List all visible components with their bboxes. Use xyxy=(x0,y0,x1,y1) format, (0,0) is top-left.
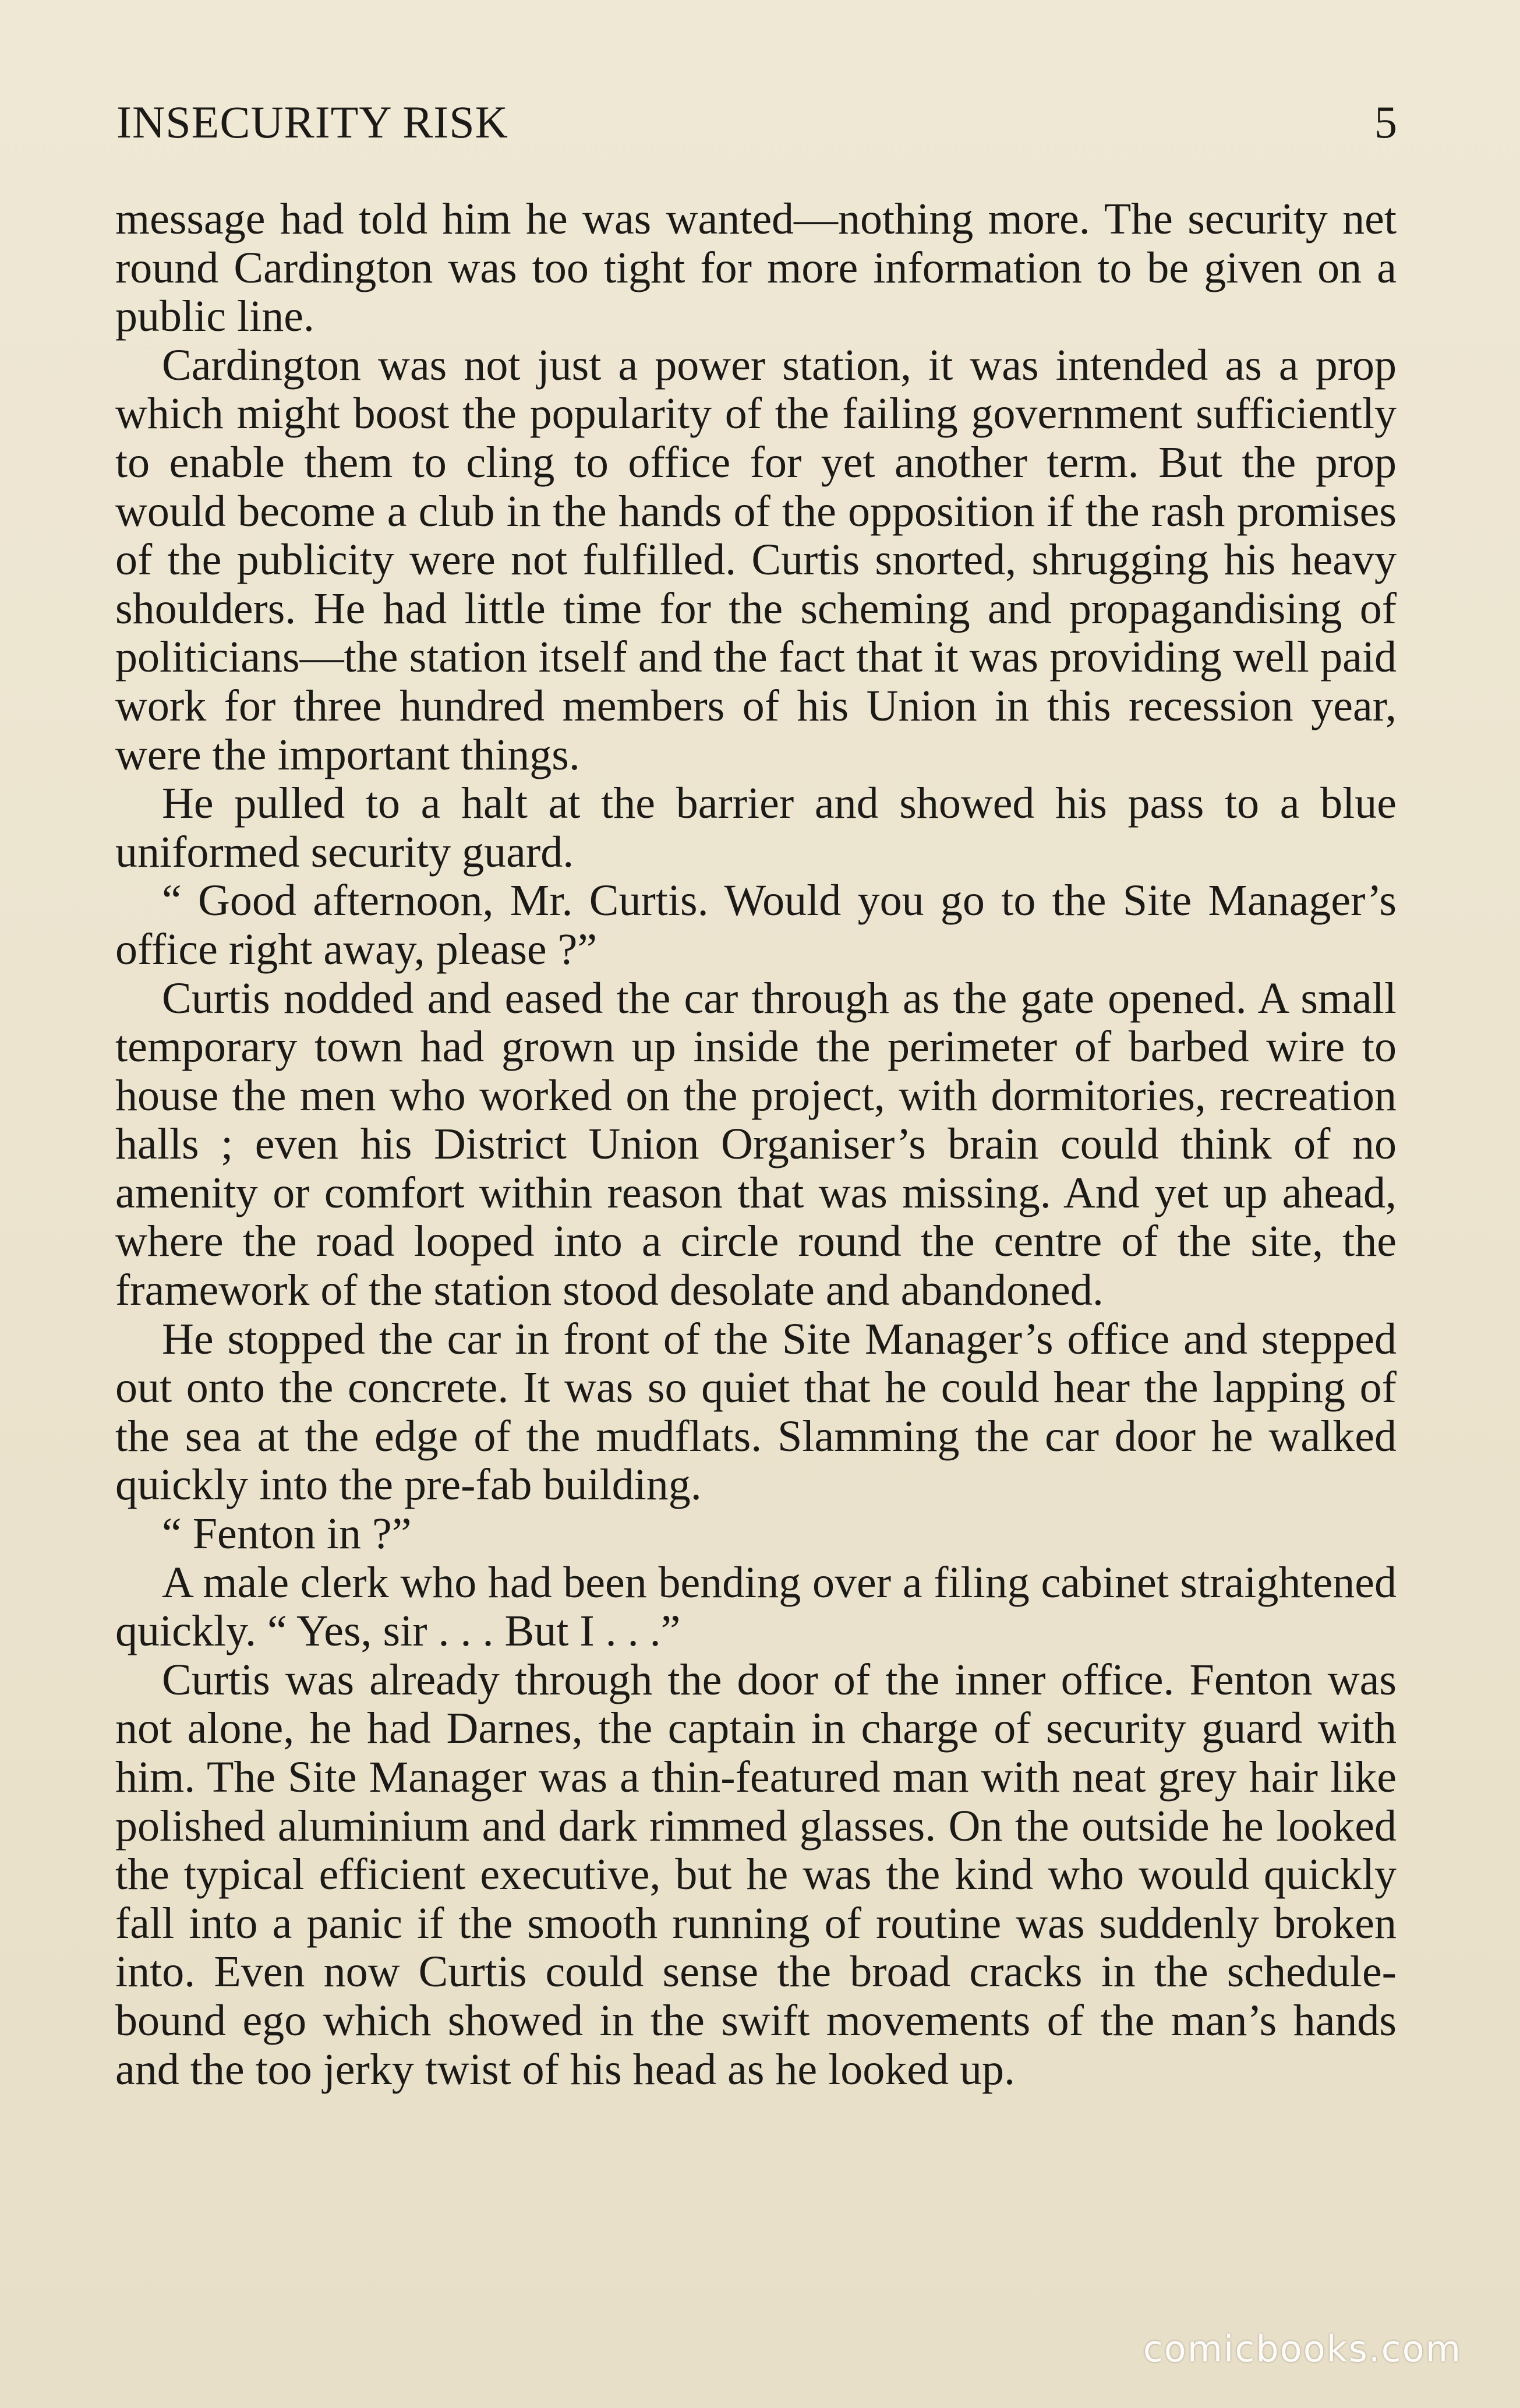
dialogue-paragraph: “ Good afternoon, Mr. Curtis. Would you go to the Site Manager’s office right away, please ?” xyxy=(115,876,1397,974)
watermark: comicbooks.com xyxy=(1143,2328,1462,2370)
page-header xyxy=(116,87,1398,157)
paragraph: A male clerk who had been bending over a filing cabinet straightened quickly. “ Yes, sir . . . But I . . .” xyxy=(115,1558,1397,1656)
paragraph: Curtis nodded and eased the car through as the gate opened. A small temporary town had grown up inside the perimeter of barbed wire to house the men who worked on the project, with dormitories, recreation halls ; even his District Union Organiser’s brain could think of no amenity or comfort within reason that was missing. And yet up ahead, where the road looped into a circle round the centre of the site, the framework of the station stood desolate and abandoned. xyxy=(115,973,1397,1315)
paragraph: He stopped the car in front of the Site Manager’s office and stepped out onto the concrete. It was so quiet that he could hear the lapping of the sea at the edge of the mudflats. Slamming the car door he walked quickly into the pre-fab building. xyxy=(115,1314,1397,1510)
paragraph: Curtis was already through the door of the inner office. Fenton was not alone, he had Darnes, the captain in charge of security guard with him. The Site Manager was a thin-featured man with neat grey hair like polished aluminium and dark rimmed glasses. On the outside he looked the typical efficient executive, but he was the kind who would quickly fall into a panic if the smooth running of routine was suddenly broken into. Even now Curtis could sense the broad cracks in the schedule-bound ego which showed in the swift movements of the man’s hands and the too jerky twist of his head as he looked up. xyxy=(115,1655,1397,2094)
page-number: 5 xyxy=(1374,97,1398,147)
paragraph: Cardington was not just a power station, it was intended as a prop which might boost the popularity of the failing government sufficiently to enable them to cling to office for yet another term. But the prop would become a club in the hands of the opposition if the rash promises of the publicity were not fulfilled. Curtis snorted, shrugging his heavy shoulders. He had little time for the scheming and propagandising of politicians—the station itself and the fact that it was providing well paid work for three hundred members of his Union in this recession year, were the important things. xyxy=(115,340,1397,779)
dialogue-paragraph: “ Fenton in ?” xyxy=(162,1509,412,1559)
paragraph: message had told him he was wanted—nothing more. The security net round Cardington was too tight for more information to be given on a public line. xyxy=(115,195,1397,341)
paragraph: He pulled to a halt at the barrier and showed his pass to a blue uniformed security guard. xyxy=(115,779,1397,877)
running-title: INSECURITY RISK xyxy=(116,97,508,147)
body-text xyxy=(115,195,1397,2094)
